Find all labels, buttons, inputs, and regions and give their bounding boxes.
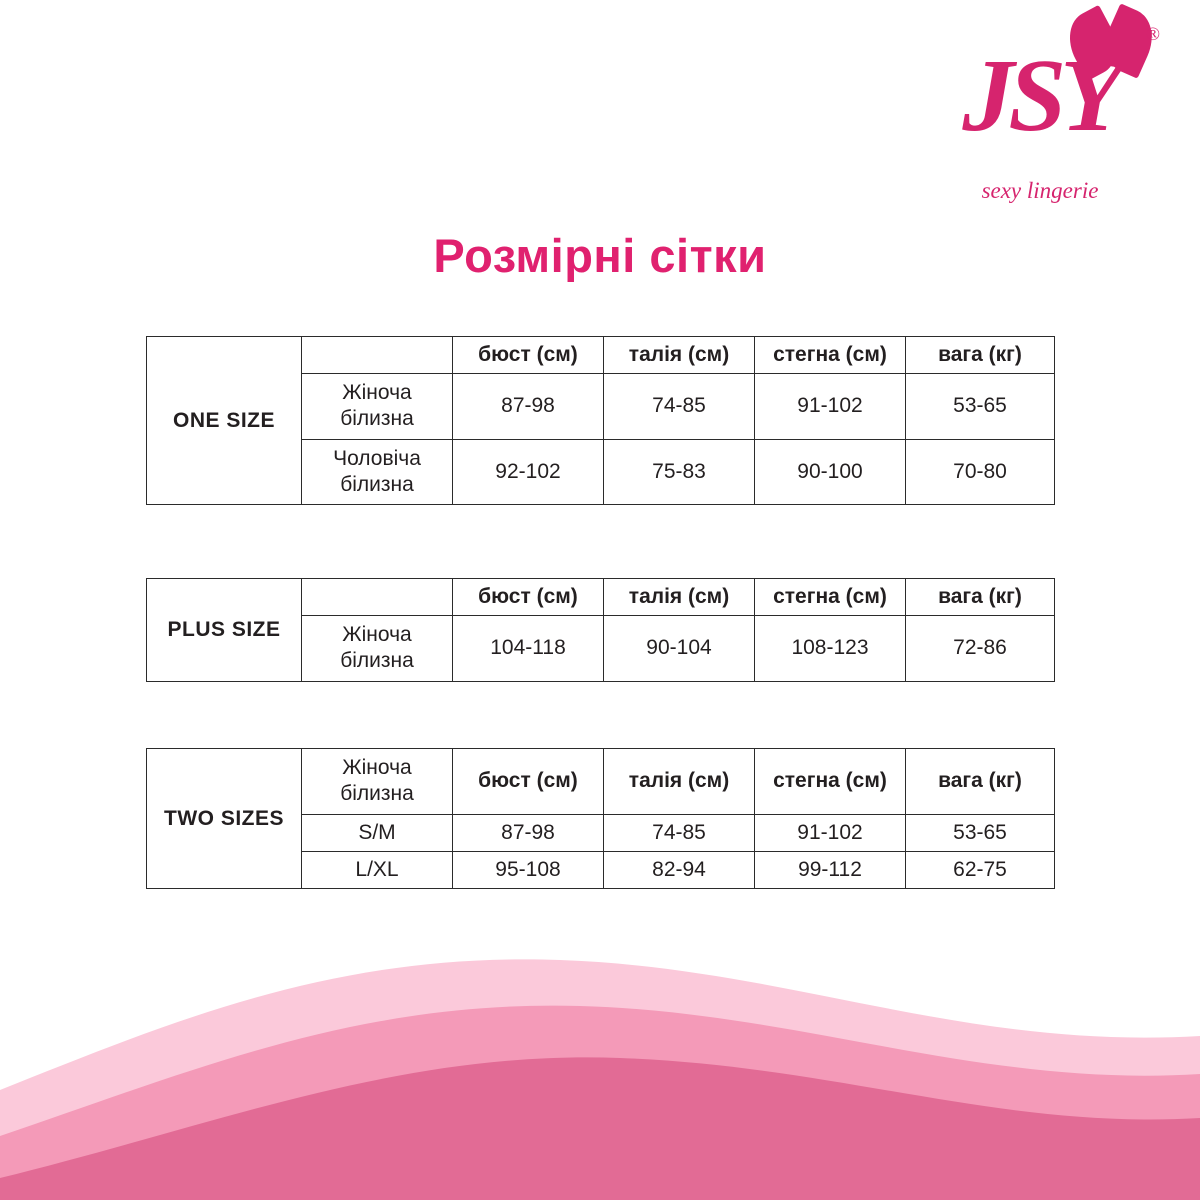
- column-header-hips: стегна (см): [755, 337, 906, 374]
- cell-weight: 53-65: [906, 374, 1055, 440]
- column-header-waist: талія (см): [604, 749, 755, 815]
- cell-weight: 53-65: [906, 814, 1055, 851]
- column-header-waist: талія (см): [604, 579, 755, 616]
- column-header-bust: бюст (см): [453, 749, 604, 815]
- column-header-waist: талія (см): [604, 337, 755, 374]
- cell-bust: 104-118: [453, 616, 604, 682]
- column-header-weight: вага (кг): [906, 337, 1055, 374]
- column-header-bust: бюст (см): [453, 579, 604, 616]
- cell-weight: 70-80: [906, 439, 1055, 505]
- cell-waist: 74-85: [604, 374, 755, 440]
- cell-weight: 62-75: [906, 851, 1055, 888]
- category-label: ONE SIZE: [147, 337, 302, 505]
- category-label: TWO SIZES: [147, 749, 302, 889]
- cell-hips: 91-102: [755, 374, 906, 440]
- wave-svg: [0, 940, 1200, 1200]
- column-header-weight: вага (кг): [906, 579, 1055, 616]
- registered-mark-icon: ®: [1145, 24, 1160, 45]
- cell-bust: 95-108: [453, 851, 604, 888]
- corner-cell: Жіноча білизна: [302, 749, 453, 815]
- cell-weight: 72-86: [906, 616, 1055, 682]
- size-table-plus-size: [146, 578, 1055, 682]
- logo-wordmark: JSY: [962, 38, 1118, 153]
- row-label: L/XL: [302, 851, 453, 888]
- column-header-hips: стегна (см): [755, 579, 906, 616]
- row-label: Жіноча білизна: [302, 616, 453, 682]
- cell-waist: 82-94: [604, 851, 755, 888]
- cell-hips: 99-112: [755, 851, 906, 888]
- table-header-row: [147, 579, 1055, 616]
- page-title: Розмірні сітки: [433, 229, 767, 282]
- cell-hips: 108-123: [755, 616, 906, 682]
- brand-logo: [920, 10, 1160, 220]
- cell-waist: 90-104: [604, 616, 755, 682]
- cell-bust: 87-98: [453, 374, 604, 440]
- row-label: Жіноча білизна: [302, 374, 453, 440]
- corner-cell: [302, 337, 453, 374]
- cell-bust: 87-98: [453, 814, 604, 851]
- column-header-weight: вага (кг): [906, 749, 1055, 815]
- cell-hips: 90-100: [755, 439, 906, 505]
- decorative-waves: [0, 940, 1200, 1200]
- cell-waist: 74-85: [604, 814, 755, 851]
- corner-cell: [302, 579, 453, 616]
- size-table-one-size: [146, 336, 1055, 505]
- cell-waist: 75-83: [604, 439, 755, 505]
- row-label: Чоловіча білизна: [302, 439, 453, 505]
- row-label: S/M: [302, 814, 453, 851]
- size-table-two-sizes: [146, 748, 1055, 889]
- cell-bust: 92-102: [453, 439, 604, 505]
- logo-mark: [920, 10, 1160, 170]
- column-header-hips: стегна (см): [755, 749, 906, 815]
- category-label: PLUS SIZE: [147, 579, 302, 682]
- column-header-bust: бюст (см): [453, 337, 604, 374]
- cell-hips: 91-102: [755, 814, 906, 851]
- logo-tagline: sexy lingerie: [981, 178, 1099, 203]
- table-header-row: [147, 337, 1055, 374]
- table-header-row: [147, 749, 1055, 815]
